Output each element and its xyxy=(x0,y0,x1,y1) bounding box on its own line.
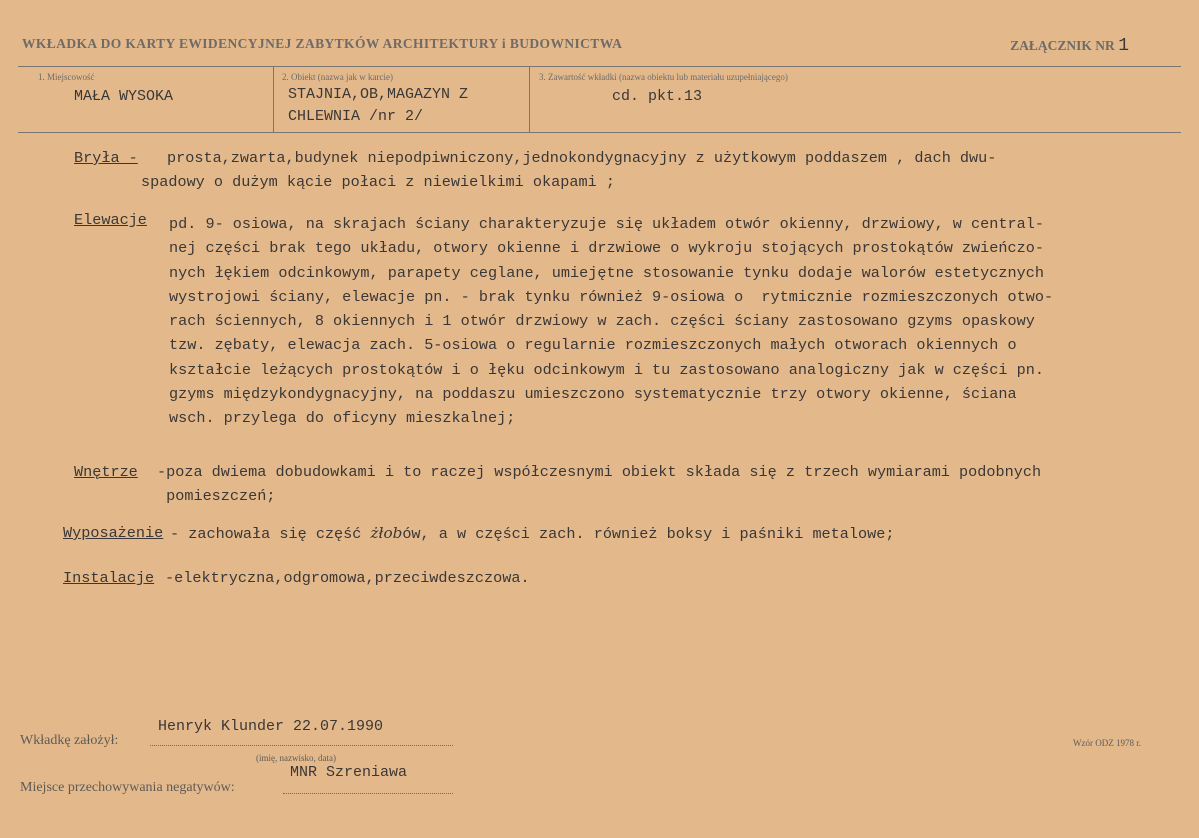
header-rule-top xyxy=(18,66,1181,67)
text-line: nych łękiem odcinkowym, parapety ceglane, umiejętne stosowanie tynku dodaje walorów estetycznych xyxy=(169,263,1044,282)
text-line: prosta,zwarta,budynek niepodpiwniczony,jednokondygnacyjny z użytkowym poddaszem , dach dwu- xyxy=(167,149,997,167)
form-title: WKŁADKA DO KARTY EWIDENCYJNEJ ZABYTKÓW ARCHITEKTURY i BUDOWNICTWA xyxy=(22,36,623,51)
section-body xyxy=(157,460,1041,509)
locality-value: MAŁA WYSOKA xyxy=(74,88,174,105)
section-label: Wyposażenie xyxy=(63,524,164,542)
object-value-line1: STAJNIA,OB,MAGAZYN Z xyxy=(288,86,469,103)
text-line: spadowy o dużym kącie połaci z niewielkimi okapami ; xyxy=(141,173,615,192)
section-label: Bryła - xyxy=(74,149,138,167)
text-line: nej części brak tego układu, otwory okienne i drzwiowe o wykroju stojących prostokątów zwieńczo- xyxy=(169,239,1044,258)
section-body xyxy=(169,212,1053,431)
annex-label xyxy=(1010,36,1129,56)
text-line: -elektryczna,odgromowa,przeciwdeszczowa. xyxy=(165,569,530,587)
locality-label: 1. Miejscowość xyxy=(38,72,95,82)
text-segment: ów, a w części zach. również boksy i paśniki metalowe; xyxy=(402,525,895,543)
section-label: Wnętrze xyxy=(74,463,138,481)
section-body xyxy=(170,521,894,546)
handwritten-insert: żłob xyxy=(370,524,403,542)
section-label: Instalacje xyxy=(63,569,155,587)
text-line: pomieszczeń; xyxy=(157,487,276,506)
negatives-storage-dotted-line xyxy=(283,793,453,794)
object-value-line2: CHLEWNIA /nr 2/ xyxy=(288,108,424,125)
negatives-storage-label: Miejsce przechowywania negatywów: xyxy=(20,780,235,795)
section-label: Elewacje xyxy=(74,211,147,229)
form-code: Wzór ODZ 1978 r. xyxy=(1073,738,1141,748)
text-line: rach ściennych, 8 okiennych i 1 otwór drzwiowy w zach. części ściany zastosowano gzyms opaskowy xyxy=(169,312,1035,331)
annex-number: 1 xyxy=(1118,36,1129,56)
negatives-storage-value: MNR Szreniawa xyxy=(290,764,408,781)
text-segment: - zachowała się część xyxy=(170,525,371,543)
text-line: wystrojowi ściany, elewacje pn. - brak tynku również 9-osiowa o rytmicznie rozmieszczonych otwo- xyxy=(169,287,1054,306)
annex-label-text: ZAŁĄCZNIK NR xyxy=(1010,38,1115,53)
text-line: -poza dwiema dobudowkami i to raczej współczesnymi obiekt składa się z trzech wymiarami podobnych xyxy=(157,463,1042,481)
section-body xyxy=(141,146,997,195)
text-line: kształcie leżących prostokątów i o łęku odcinkowym i tu zastosowano analogiczny jak w części pn. xyxy=(169,360,1044,379)
created-by-value: Henryk Klunder 22.07.1990 xyxy=(158,718,384,735)
content-value: cd. pkt.13 xyxy=(612,88,703,105)
object-label: 2. Obiekt (nazwa jak w karcie) xyxy=(282,72,393,82)
created-by-label: Wkładkę założył: xyxy=(20,733,119,748)
text-line xyxy=(170,521,894,546)
section-body xyxy=(165,566,530,590)
field-divider-1 xyxy=(273,66,274,132)
created-by-dotted-line xyxy=(150,745,453,746)
field-divider-2 xyxy=(529,66,530,132)
text-line: gzyms międzykondygnacyjny, na poddaszu umieszczono systematycznie trzy otwory okienne, ściana xyxy=(169,385,1017,404)
text-line: pd. 9- osiowa, na skrajach ściany charakteryzuje się układem otwór okienny, drzwiowy, w central- xyxy=(169,215,1044,233)
header-rule-bottom xyxy=(18,132,1181,133)
created-by-caption: (imię, nazwisko, data) xyxy=(256,753,336,763)
text-line: wsch. przylega do oficyny mieszkalnej; xyxy=(169,409,516,428)
text-line: tzw. zębaty, elewacja zach. 5-osiowa o regularnie rozmieszczonych małych otworach okiennych o xyxy=(169,336,1017,355)
content-label: 3. Zawartość wkładki (nazwa obiektu lub materiału uzupełniającego) xyxy=(539,72,788,82)
